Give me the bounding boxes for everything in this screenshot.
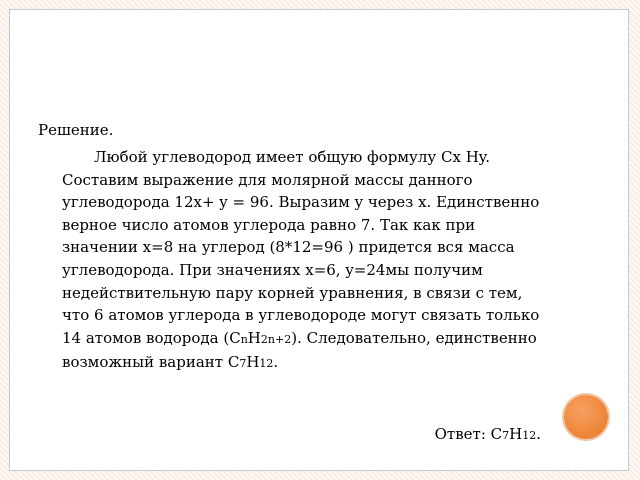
answer-subscript-7: 7 bbox=[502, 429, 510, 442]
answer-suffix: . bbox=[536, 425, 541, 443]
paragraph-text-part-4: H bbox=[246, 353, 260, 372]
slide bbox=[9, 9, 629, 471]
subscript-7: 7 bbox=[239, 357, 247, 371]
subscript-n: n bbox=[240, 332, 248, 346]
paragraph-text-part-3: ). Следовательно, единственно возможный вариант C bbox=[62, 328, 537, 372]
subscript-2n-plus-2: 2n+2 bbox=[260, 332, 292, 346]
answer-prefix: Ответ: C bbox=[434, 425, 503, 443]
answer-h: H bbox=[509, 425, 523, 443]
answer-subscript-12: 12 bbox=[522, 429, 537, 442]
orange-circle-decoration bbox=[564, 395, 608, 439]
paragraph-text-part-2: H bbox=[247, 328, 261, 347]
subscript-12: 12 bbox=[259, 357, 274, 371]
answer-line bbox=[435, 424, 541, 446]
paragraph-text-part-5: . bbox=[273, 353, 279, 372]
paragraph-text-part-1: Любой углеводород имеет общую формулу Cx Hy. Составим выражение для молярной массы данного углеводорода 12x+ y = 96. Выразим y через x. Единственно верное число атомов углерода равно 7. Так как при значении x=8 на углерод (8*12=96 ) придется вся масса углеводорода. При значениях x=6, y=24мы получим недействительную пару корней уравнения, в связи с тем, что 6 атомов углерода в углеводороде могут связать только 14 атомов водорода (C bbox=[62, 148, 540, 347]
solution-paragraph bbox=[62, 146, 547, 376]
solution-heading: Решение. bbox=[38, 121, 114, 139]
